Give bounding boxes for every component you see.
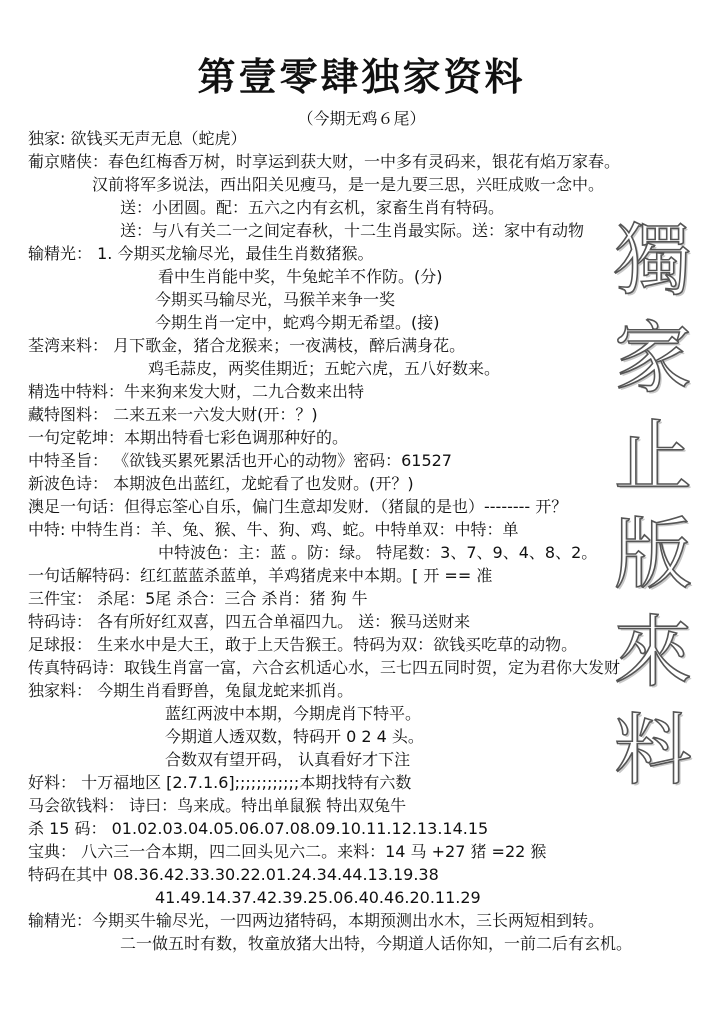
text-line: 杀 15 码： 01.02.03.04.05.06.07.08.09.10.11.12.13.14.15	[28, 819, 489, 838]
watermark-char: 家	[613, 314, 692, 404]
text-line: 荃湾来料： 月下歌金，猪合龙猴来；一夜满枝，醉后满身花。	[28, 336, 466, 355]
text-line: 宝典： 八六三一合本期，四二回头见六二。来料：14 马 +27 猪 =22 猴	[28, 842, 547, 861]
text-line: 看中生肖能中奖，牛兔蛇羊不作防。(分)	[158, 267, 443, 286]
page-subtitle: （今期无鸡６尾）	[297, 109, 426, 128]
text-line: 澳足一句话：但得忘筌心自乐，偏门生意却发财．（猪鼠的是也）-------- 开？	[28, 497, 568, 516]
text-line: 今期生肖一定中，蛇鸡今期无希望。(接)	[155, 313, 440, 332]
text-line: 藏特图料： 二来五来一六发大财(开：？)	[28, 405, 318, 424]
text-line: 鸡毛蒜皮，两奖佳期近；五蛇六虎，五八好数来。	[148, 359, 501, 378]
text-line: 马会欲钱料： 诗曰：鸟来成。特出单鼠猴 特出双兔牛	[28, 796, 407, 815]
text-line: 独家料： 今期生肖看野兽，兔鼠龙蛇来抓肖。	[28, 681, 354, 700]
page-title: 第壹零肆独家资料	[197, 54, 526, 99]
text-line: 独家: 欲钱买无声无息（蛇虎）	[28, 129, 247, 148]
text-line: 足球报： 生来水中是大王，敢于上天告猴王。特码为双：欲钱买吃草的动物。	[28, 635, 578, 654]
text-line: 一句话解特码：红红蓝蓝杀蓝单，羊鸡猪虎来中本期。[ 开 == 准	[28, 566, 493, 585]
text-line: 中特圣旨： 《欲钱买累死累活也开心的动物》密码：61527	[28, 451, 452, 470]
text-line: 新波色诗： 本期波色出蓝红，龙蛇看了也发财。(开？)	[28, 474, 414, 493]
watermark	[598, 212, 708, 800]
text-line: 好料： 十万福地区 [2.7.1.6];;;;;;;;;;;;本期找特有六数	[28, 773, 412, 792]
text-line: 葡京赌侠：春色红梅香万树，时享运到获大财，一中多有灵码来，银花有焰万家春。	[28, 152, 621, 171]
text-line: 汉前将军多说法，西出阳关见瘦马，是一是九要三思，兴旺成败一念中。	[92, 175, 605, 194]
text-line: 特码诗： 各有所好红双喜，四五合单福四九。 送：猴马送财来	[28, 612, 471, 631]
text-line: 今期买马输尽光，马猴羊来争一奖	[155, 290, 396, 309]
text-line: 合数双有望开码， 认真看好才下注	[165, 750, 411, 769]
text-line: 蓝红两波中本期，今期虎肖下特平。	[165, 704, 422, 723]
text-line: 41.49.14.37.42.39.25.06.40.46.20.11.29	[155, 888, 481, 907]
text-line: 送：与八有关二一之间定春秋，十二生肖最实际。送：家中有动物	[120, 221, 585, 240]
watermark-char: 來	[613, 608, 692, 698]
text-line: 输精光： 1. 今期买龙输尽光，最佳生肖数猪猴。	[28, 244, 374, 263]
watermark-char: 獨	[613, 216, 692, 306]
watermark-char: 止	[613, 412, 692, 502]
text-line: 传真特码诗：取钱生肖富一富，六合玄机适心水，三七四五同时贺，定为君你大发财	[28, 658, 621, 677]
text-line: 输精光：今期买牛输尽光，一四两边猪特码，本期预测出水木，三长两短相到转。	[28, 911, 605, 930]
text-line: 送：小团圆。配：五六之内有玄机，家畜生肖有特码。	[120, 198, 505, 217]
text-line: 二一做五时有数，牧童放猪大出特，今期道人话你知，一前二后有玄机。	[120, 934, 633, 953]
text-line: 精选中特料：牛来狗来发大财，二九合数来出特	[28, 382, 365, 401]
text-line: 中特波色：主：蓝 。防：绿。 特尾数：3、7、9、4、8、2。	[158, 543, 598, 562]
text-line: 一句定乾坤：本期出特看七彩色调那种好的。	[28, 428, 349, 447]
watermark-char: 料	[613, 706, 692, 796]
text-line: 今期道人透双数，特码开 0 2 4 头。	[165, 727, 424, 746]
text-line: 中特: 中特生肖：羊、兔、猴、牛、狗、鸡、蛇。中特单双：中特：单	[28, 520, 519, 539]
text-line: 特码在其中 08.36.42.33.30.22.01.24.34.44.13.19.38	[28, 865, 439, 884]
watermark-char: 版	[613, 510, 692, 600]
text-line: 三件宝： 杀尾：5尾 杀合：三合 杀肖：猪 狗 牛	[28, 589, 368, 608]
